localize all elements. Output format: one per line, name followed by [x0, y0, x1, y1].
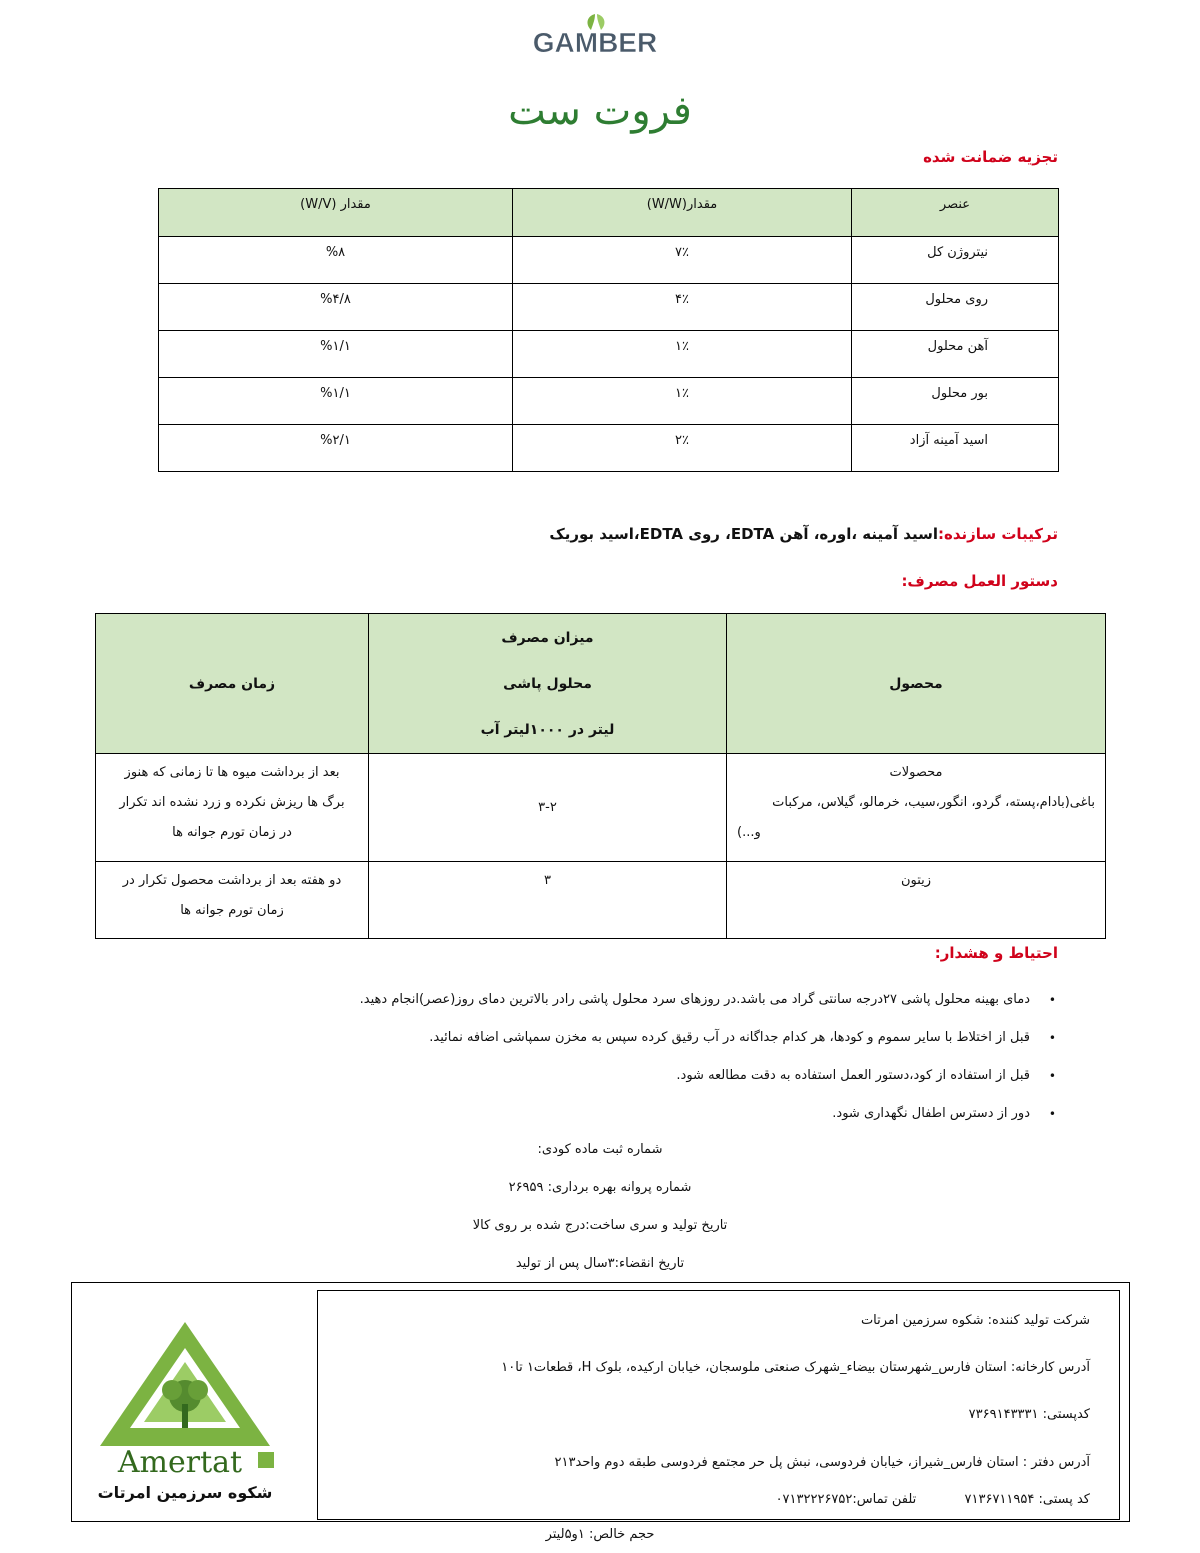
wv-value: %۴/۸: [159, 284, 513, 331]
crop-cell: [727, 862, 1106, 939]
header-rate-line: لیتر در ۱۰۰۰لیتر آب: [480, 721, 615, 738]
header-wv: مقدار (W/V): [159, 189, 513, 237]
header-crop: محصول: [727, 614, 1106, 754]
crop-cell: [727, 754, 1106, 862]
table-row: [96, 862, 1106, 939]
crop-line: زیتون: [900, 873, 932, 888]
ingredients-line: [549, 525, 1058, 543]
ingredients-label: ترکیبات سازنده:: [937, 525, 1058, 543]
crop-line: محصولات: [889, 765, 943, 780]
warnings-list: [158, 990, 1058, 1142]
net-volume: حجم خالص: ۱و۵لیتر: [545, 1527, 655, 1542]
time-line: بعد از برداشت میوه ها تا زمانی که هنوز: [124, 765, 340, 780]
list-item: • قبل از اختلاط با سایر سموم و کودها، هر کدام جداگانه در آب رقیق کرده سپس به مخزن سمپاشی اضافه نمائید.: [158, 1028, 1030, 1048]
header-time: زمان مصرف: [96, 614, 369, 754]
expiry-date: تاریخ انقضاء:۳سال پس از تولید: [515, 1256, 685, 1271]
product-title: فروت ست: [508, 88, 692, 134]
warnings-heading: احتیاط و هشدار:: [934, 944, 1058, 962]
wv-value: %۸: [159, 237, 513, 284]
time-line: برگ ها ریزش نکرده و زرد نشده اند تکرار: [119, 795, 345, 810]
wv-value: %۱/۱: [159, 331, 513, 378]
element-name: اسید آمینه آزاد: [852, 425, 1059, 472]
usage-table: [95, 613, 1106, 939]
list-item: • قبل از استفاده از کود،دستور العمل استفاده به دقت مطالعه شود.: [158, 1066, 1030, 1086]
office-address: آدرس دفتر : استان فارس_شیراز، خیابان فردوسی، نبش پل حر مجتمع فردوسی طبقه دوم واحد۲۱۳: [554, 1455, 1090, 1470]
company-name: شرکت تولید کننده: شکوه سرزمین امرتات: [860, 1313, 1090, 1328]
usage-heading: دستور العمل مصرف:: [901, 572, 1058, 590]
element-name: بور محلول: [852, 378, 1059, 425]
ww-value: ۱٪: [513, 331, 852, 378]
time-line: دو هفته بعد از برداشت محصول تکرار در: [122, 873, 342, 888]
header-rate: [369, 614, 727, 754]
amertat-logo-subtext: شکوه سرزمین امرتات: [97, 1483, 273, 1502]
license-number: شماره پروانه بهره برداری: ۲۶۹۵۹: [508, 1180, 692, 1195]
time-cell: [96, 754, 369, 862]
table-row: [159, 378, 1059, 425]
header-rate-line: محلول پاشی: [503, 675, 592, 692]
phone-number: تلفن تماس:۰۷۱۳۲۲۲۶۷۵۲: [775, 1492, 917, 1507]
analysis-heading: تجزیه ضمانت شده: [923, 148, 1058, 166]
office-contact: [776, 1492, 1090, 1507]
header-rate-line: میزان مصرف: [501, 629, 594, 646]
time-line: زمان تورم جوانه ها: [180, 903, 284, 918]
registration-number: شماره ثبت ماده کودی:: [537, 1142, 663, 1157]
element-name: نیتروژن کل: [852, 237, 1059, 284]
ww-value: ۴٪: [513, 284, 852, 331]
time-line: در زمان تورم جوانه ها: [172, 825, 292, 840]
usage-header-row: [96, 614, 1106, 754]
element-name: آهن محلول: [852, 331, 1059, 378]
ww-value: ۷٪: [513, 237, 852, 284]
postal-code: کدپستی: ۷۳۶۹۱۴۳۳۳۱: [968, 1407, 1090, 1422]
analysis-table: [158, 188, 1059, 472]
crop-line: و...): [737, 825, 761, 840]
ingredients-value: اسید آمینه ،اوره، آهن EDTA، روی EDTA،اسید بوریک: [549, 525, 938, 543]
ww-value: ۱٪: [513, 378, 852, 425]
table-row: [159, 425, 1059, 472]
amertat-logo-text: Amertat: [117, 1445, 243, 1480]
ww-value: ۲٪: [513, 425, 852, 472]
table-row: [159, 237, 1059, 284]
amertat-logo: [80, 1318, 290, 1508]
table-row: [159, 331, 1059, 378]
office-postal: کد پستی: ۷۱۳۶۷۱۱۹۵۴: [964, 1492, 1090, 1507]
time-cell: [96, 862, 369, 939]
gamber-logo: [515, 10, 675, 66]
header-element: عنصر: [852, 189, 1059, 237]
brand-name: GAMBER: [532, 27, 658, 58]
table-row: [159, 284, 1059, 331]
list-item: • دمای بهینه محلول پاشی ۲۷درجه سانتی گراد می باشد.در روزهای سرد محلول پاشی رادر بالاترین دمای روز(عصر)انجام دهید.: [158, 990, 1030, 1010]
factory-address: آدرس کارخانه: استان فارس_شهرستان بیضاء_شهرک صنعتی ملوسجان، خیابان ارکیده، بلوک H، قطعات۱ تا۱۰: [501, 1360, 1090, 1375]
element-name: روی محلول: [852, 284, 1059, 331]
list-item: • دور از دسترس اطفال نگهداری شود.: [158, 1104, 1030, 1124]
wv-value: %۱/۱: [159, 378, 513, 425]
rate-cell: ۳: [369, 862, 727, 939]
production-date: تاریخ تولید و سری ساخت:درج شده بر روی کالا: [472, 1218, 728, 1233]
header-ww: مقدار(W/W): [513, 189, 852, 237]
analysis-header-row: [159, 189, 1059, 237]
rate-cell: ۳-۲: [369, 754, 727, 862]
crop-line: باغی(بادام،پسته، گردو، انگور،سیب، خرمالو، گیلاس، مرکبات: [772, 795, 1095, 810]
wv-value: %۲/۱: [159, 425, 513, 472]
table-row: [96, 754, 1106, 862]
